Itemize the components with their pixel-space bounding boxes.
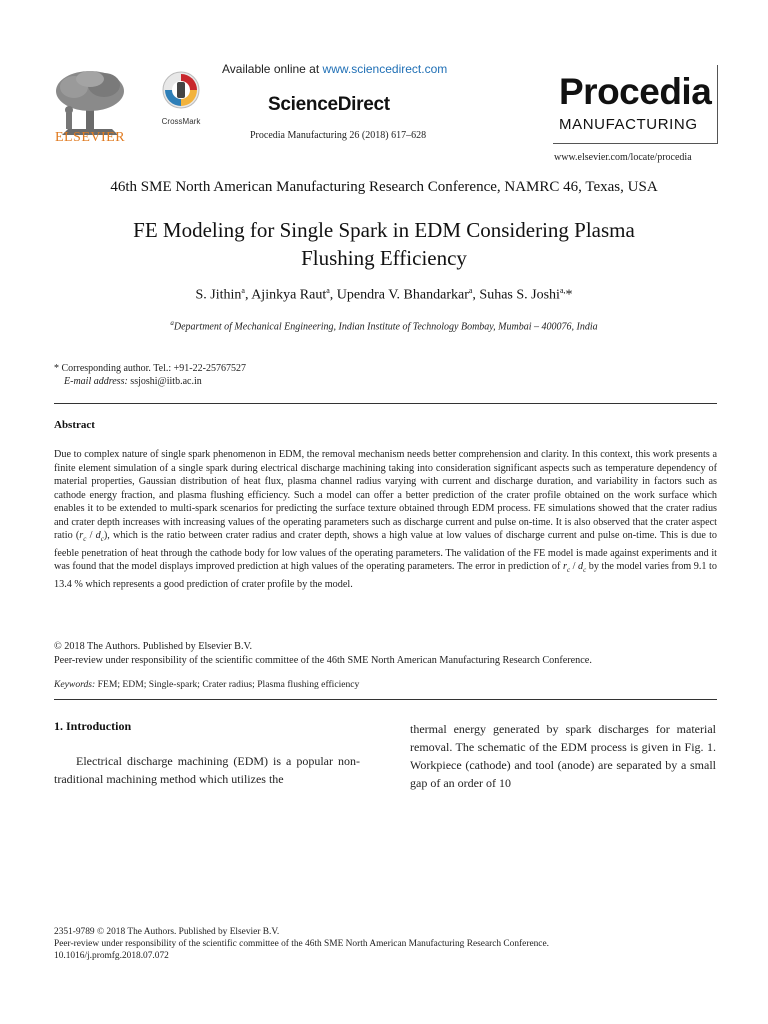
footer-doi[interactable]: 10.1016/j.promfg.2018.07.072: [54, 951, 169, 961]
title-line-1: FE Modeling for Single Spark in EDM Considering Plasma: [133, 218, 635, 242]
intro-left-column: Electrical discharge machining (EDM) is a popular non-traditional machining method which utilizes the: [54, 754, 360, 786]
conference-name: 46th SME North American Manufacturing Research Conference, NAMRC 46, Texas, USA: [110, 179, 658, 195]
ratio-d-sub: c: [583, 566, 587, 575]
author-separator: ,: [244, 287, 252, 303]
ratio-d: d: [578, 561, 584, 573]
author-separator: ,: [329, 287, 337, 303]
intro-right-column: thermal energy generated by spark discharges for material removal. The schematic of the EDM process is given in Fig. 1. Workpiece (cathode) and tool (anode) are separated by a small gap of an order of 10: [410, 722, 716, 790]
affiliation-text: Department of Mechanical Engineering, Indian Institute of Technology Bombay, Mumbai – 400076, India: [173, 321, 598, 333]
procedia-logo: [553, 65, 718, 144]
author-name: Suhas S. Joshi: [479, 287, 560, 303]
ratio-slash: /: [570, 561, 578, 573]
title-line-2: Flushing Efficiency: [301, 246, 467, 270]
ratio-d: d: [95, 530, 101, 541]
journal-reference: Procedia Manufacturing 26 (2018) 617–628: [250, 130, 427, 141]
ratio-r-sub: c: [83, 535, 87, 544]
author-affil-mark: a,: [559, 286, 566, 295]
ratio-slash: /: [86, 530, 96, 541]
author-separator: ,: [472, 287, 480, 303]
peer-review-line: Peer-review under responsibility of the scientific committee of the 46th SME North American Manufacturing Research Conference.: [54, 655, 592, 666]
ratio-r: r: [79, 530, 84, 541]
corresponding-author: [54, 362, 246, 388]
email-label: E-mail address:: [64, 376, 128, 387]
page-footer: [54, 926, 549, 962]
abstract-body: [54, 448, 717, 591]
affiliation-mark: a: [170, 319, 174, 327]
author-name: Upendra V. Bhandarkar: [336, 287, 469, 303]
abstract-heading: Abstract: [54, 419, 95, 431]
journal-url[interactable]: www.elsevier.com/locate/procedia: [554, 152, 692, 163]
available-online: [222, 62, 447, 76]
abstract-part-2: ), which is the ratio between crater radius and crater depth, shows a high value at low values of discharge current and pulse on-time. This is due to feeble penetration of heat through the cathode body for low values of the operating parameters. The validation of the FE model is made against experiments and it was found that the model displays improved prediction at high values of the operating parameters. The error in prediction of: [54, 530, 717, 573]
ratio-r: r: [562, 561, 567, 573]
author-affil-mark: a: [241, 286, 245, 295]
available-text: Available online at: [222, 62, 323, 76]
author-name: Ajinkya Raut: [251, 287, 327, 303]
keywords-list: FEM; EDM; Single-spark; Crater radius; Plasma flushing efficiency: [95, 679, 360, 690]
author-affil-mark: a: [326, 286, 330, 295]
paper-title: [84, 216, 684, 272]
author-list: [0, 286, 768, 304]
corresponding-mark: *: [565, 287, 573, 303]
ratio-d-sub: c: [100, 535, 104, 544]
crossmark-badge[interactable]: [160, 70, 202, 126]
abstract-part-1: Due to complex nature of single spark phenomenon in EDM, the removal mechanism needs better comprehension and clarity. In this context, this work presents a finite element simulation of a single spark during electrical discharge machining taking into consideration significant aspects such as temperature dependency of material properties, Gaussian distribution of heat flux, plasma channel radius varying with current and discharge duration, and variability in factors such as cathode energy fraction, and plasma flushing efficiency. Such a model can offer a better prediction of the crater profile obtained on the work surface which enables it to be extended to multi-spark scenarios for predicting the surface texture obtained through EDM process. FE simulations showed that the crater radius and crater depth increases with increasing values of the operating parameters such as discharge current and pulse on-time. It is also observed that the crater aspect ratio (: [54, 449, 717, 541]
corresponding-line: * Corresponding author. Tel.: +91-22-25767527: [54, 363, 246, 374]
affiliation: [0, 319, 768, 332]
ratio-r-sub: c: [566, 566, 571, 575]
sciencedirect-link[interactable]: www.sciencedirect.com: [322, 62, 448, 76]
crossmark-label: CrossMark: [161, 117, 201, 126]
keywords-label: Keywords:: [54, 679, 96, 690]
publisher-wordmark: ELSEVIER: [54, 130, 126, 145]
author-name: S. Jithin: [195, 287, 242, 303]
section-heading-introduction: 1. Introduction: [54, 719, 132, 733]
procedia-title: Procedia: [559, 71, 712, 112]
footer-issn: 2351-9789 © 2018 The Authors. Published by Elsevier B.V.: [54, 927, 280, 937]
abstract-part-3: by the model varies from 9.1 to 13.4 % which represents a good prediction of crater profile by the model.: [54, 561, 717, 590]
crossmark-icon: [160, 70, 202, 110]
copyright-line: © 2018 The Authors. Published by Elsevier B.V.: [54, 641, 253, 652]
sciencedirect-brand: ScienceDirect: [268, 94, 390, 115]
email-address[interactable]: ssjoshi@iitb.ac.in: [127, 376, 202, 387]
abstract-top-rule: [54, 403, 717, 404]
footer-peer-review: Peer-review under responsibility of the scientific committee of the 46th SME North American Manufacturing Research Conference.: [54, 939, 549, 949]
keywords: [54, 679, 359, 690]
author-affil-mark: a: [468, 286, 473, 295]
abstract-bottom-rule: [54, 699, 717, 700]
procedia-subtitle: MANUFACTURING: [559, 116, 698, 133]
